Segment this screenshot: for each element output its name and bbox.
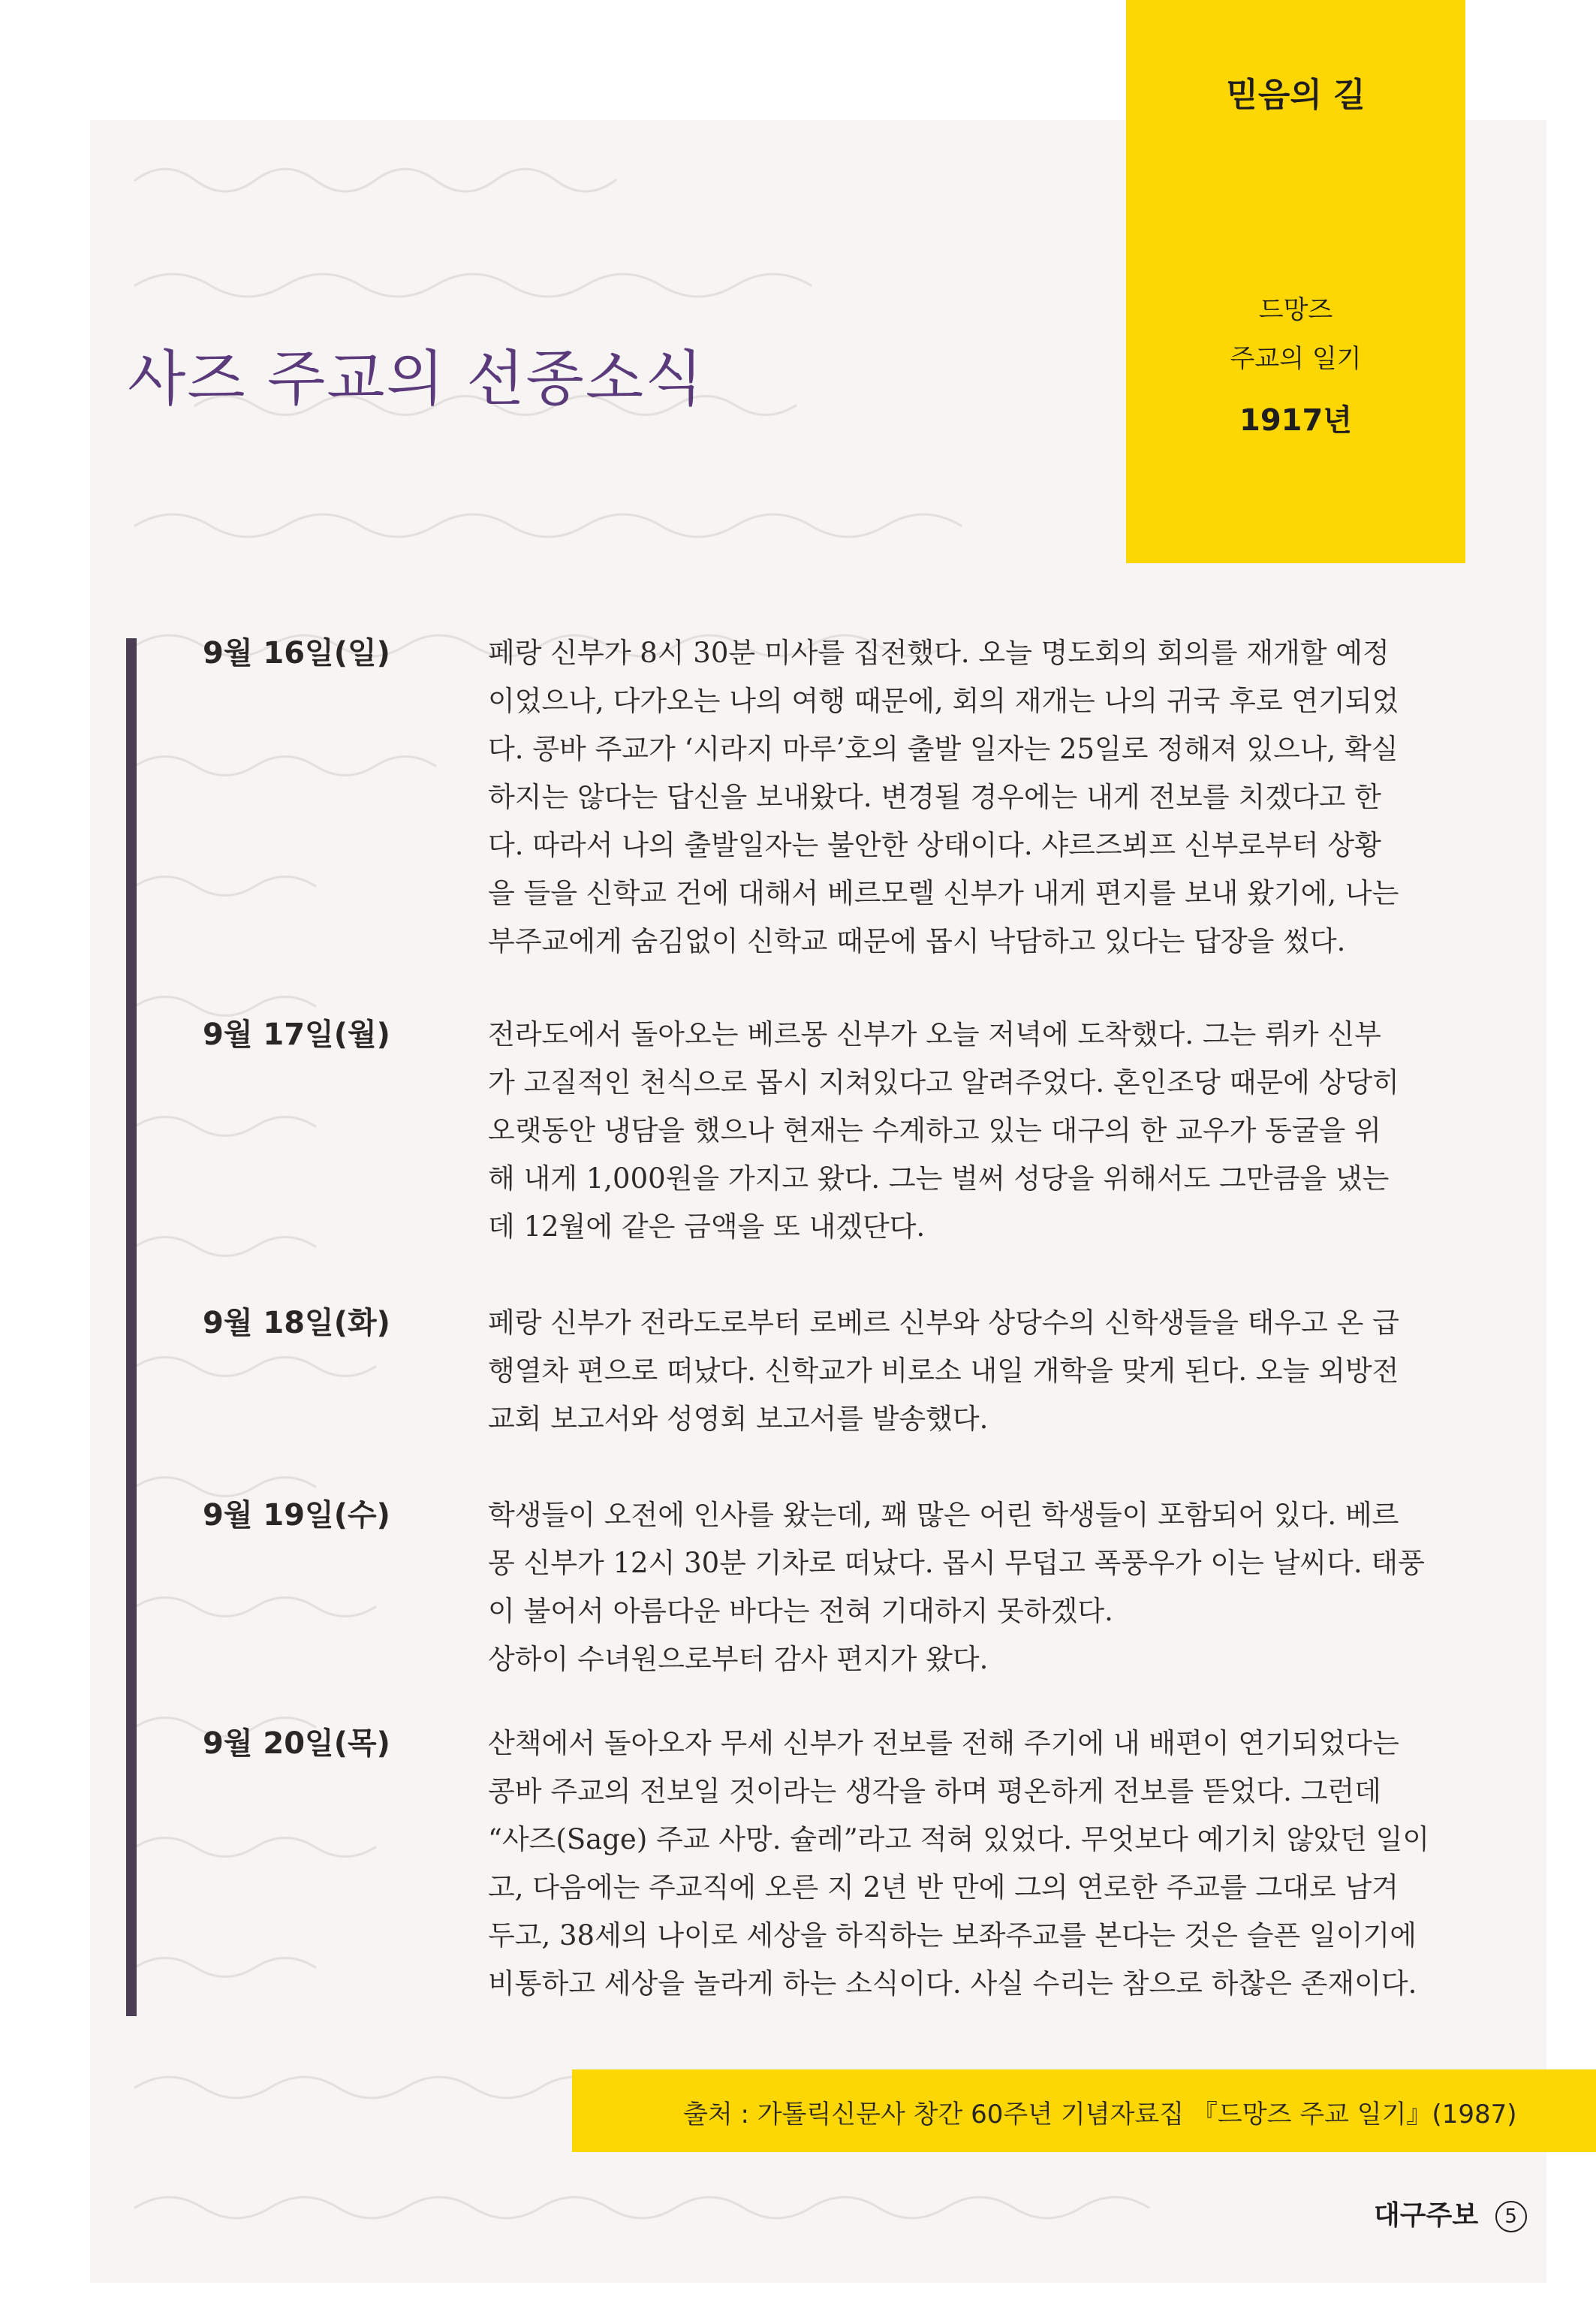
entry-body xyxy=(488,1720,1471,2008)
entry-line: 비통하고 세상을 놀라게 하는 소식이다. 사실 수리는 참으로 하찮은 존재이다. xyxy=(488,1967,1417,2000)
entry-line: 하지는 않다는 답신을 보내왔다. 변경될 경우에는 내게 전보를 치겠다고 한 xyxy=(488,781,1381,813)
entry-line: 데 12월에 같은 금액을 또 내겠단다. xyxy=(488,1210,926,1243)
side-accent-bar xyxy=(126,638,137,2016)
entry-line: 이 불어서 아름다운 바다는 전혀 기대하지 못하겠다. xyxy=(488,1595,1113,1627)
page-number: 5 xyxy=(1495,2201,1527,2232)
entry-line: 가 고질적인 천식으로 몹시 지쳐있다고 알려주었다. 혼인조당 때문에 상당히 xyxy=(488,1066,1399,1099)
entry-line: 학생들이 오전에 인사를 왔는데, 꽤 많은 어린 학생들이 포함되어 있다. 베르 xyxy=(488,1499,1399,1531)
page-footer xyxy=(1374,2194,1527,2232)
entry-line: 두고, 38세의 나이로 세상을 하직하는 보좌주교를 본다는 것은 슬픈 일이기에 xyxy=(488,1919,1417,1952)
entry-line: 이었으나, 다가오는 나의 여행 때문에, 회의 재개는 나의 귀국 후로 연기되었 xyxy=(488,685,1399,717)
entry-line: 다. 콩바 주교가 ‘시라지 마루’호의 출발 일자는 25일로 정해져 있으나, 확실 xyxy=(488,733,1399,765)
entry-date: 9월 19일(수) xyxy=(203,1498,390,1533)
publication-name: 대구주보 xyxy=(1374,2200,1479,2231)
entry-body xyxy=(488,1299,1471,1443)
entry-line: 을 들을 신학교 건에 대해서 베르모렐 신부가 내게 편지를 보내 왔기에, 나는 xyxy=(488,877,1399,909)
entry-line: 다. 따라서 나의 출발일자는 불안한 상태이다. 샤르즈뵈프 신부로부터 상황 xyxy=(488,829,1381,861)
entry-line: “사즈(Sage) 주교 사망. 슐레”라고 적혀 있었다. 무엇보다 예기치 않았던 일이 xyxy=(488,1823,1430,1855)
source-citation: 출처 : 가톨릭신문사 창간 60주년 기념자료집 『드망즈 주교 일기』(1987) xyxy=(683,2100,1517,2130)
entry-line: 페랑 신부가 전라도로부터 로베르 신부와 상당수의 신학생들을 태우고 온 급 xyxy=(488,1307,1399,1339)
subtitle-year: 1917년 xyxy=(1239,403,1352,438)
entry-line: 오랫동안 냉담을 했으나 현재는 수계하고 있는 대구의 한 교우가 동굴을 위 xyxy=(488,1114,1381,1147)
entry-line: 전라도에서 돌아오는 베르몽 신부가 오늘 저녁에 도착했다. 그는 뤼카 신부 xyxy=(488,1018,1381,1051)
entry-body xyxy=(488,1011,1471,1251)
entry-body xyxy=(488,1491,1471,1684)
entry-line: 산책에서 돌아오자 무세 신부가 전보를 전해 주기에 내 배편이 연기되었다는 xyxy=(488,1727,1399,1759)
entry-line: 부주교에게 숨김없이 신학교 때문에 몹시 낙담하고 있다는 답장을 썼다. xyxy=(488,925,1346,957)
series-label: 믿음의 길 xyxy=(1226,76,1366,114)
subtitle-diary: 주교의 일기 xyxy=(1230,344,1362,374)
entry-line: 콩바 주교의 전보일 것이라는 생각을 하며 평온하게 전보를 뜯었다. 그런데 xyxy=(488,1775,1381,1807)
entry-line: 해 내게 1,000원을 가지고 왔다. 그는 벌써 성당을 위해서도 그만큼을 냈는 xyxy=(488,1162,1390,1195)
entry-line: 행열차 편으로 떠났다. 신학교가 비로소 내일 개학을 맞게 된다. 오늘 외방전 xyxy=(488,1355,1399,1387)
page-title: 사즈 주교의 선종소식 xyxy=(128,344,705,414)
entry-date: 9월 20일(목) xyxy=(203,1726,390,1761)
entry-line: 교회 보고서와 성영회 보고서를 발송했다. xyxy=(488,1403,989,1435)
entry-body xyxy=(488,629,1471,966)
subtitle-name: 드망즈 xyxy=(1258,295,1333,325)
entry-line: 몽 신부가 12시 30분 기차로 떠났다. 몹시 무덥고 폭풍우가 이는 날씨다. 태풍 xyxy=(488,1547,1425,1579)
entry-line: 상하이 수녀원으로부터 감사 편지가 왔다. xyxy=(488,1643,989,1675)
entry-date: 9월 17일(월) xyxy=(203,1017,390,1052)
entry-line: 페랑 신부가 8시 30분 미사를 집전했다. 오늘 명도회의 회의를 재개할 예정 xyxy=(488,637,1390,669)
entry-line: 고, 다음에는 주교직에 오른 지 2년 반 만에 그의 연로한 주교를 그대로 남겨 xyxy=(488,1871,1399,1904)
entry-date: 9월 16일(일) xyxy=(203,636,390,671)
entry-date: 9월 18일(화) xyxy=(203,1306,390,1340)
